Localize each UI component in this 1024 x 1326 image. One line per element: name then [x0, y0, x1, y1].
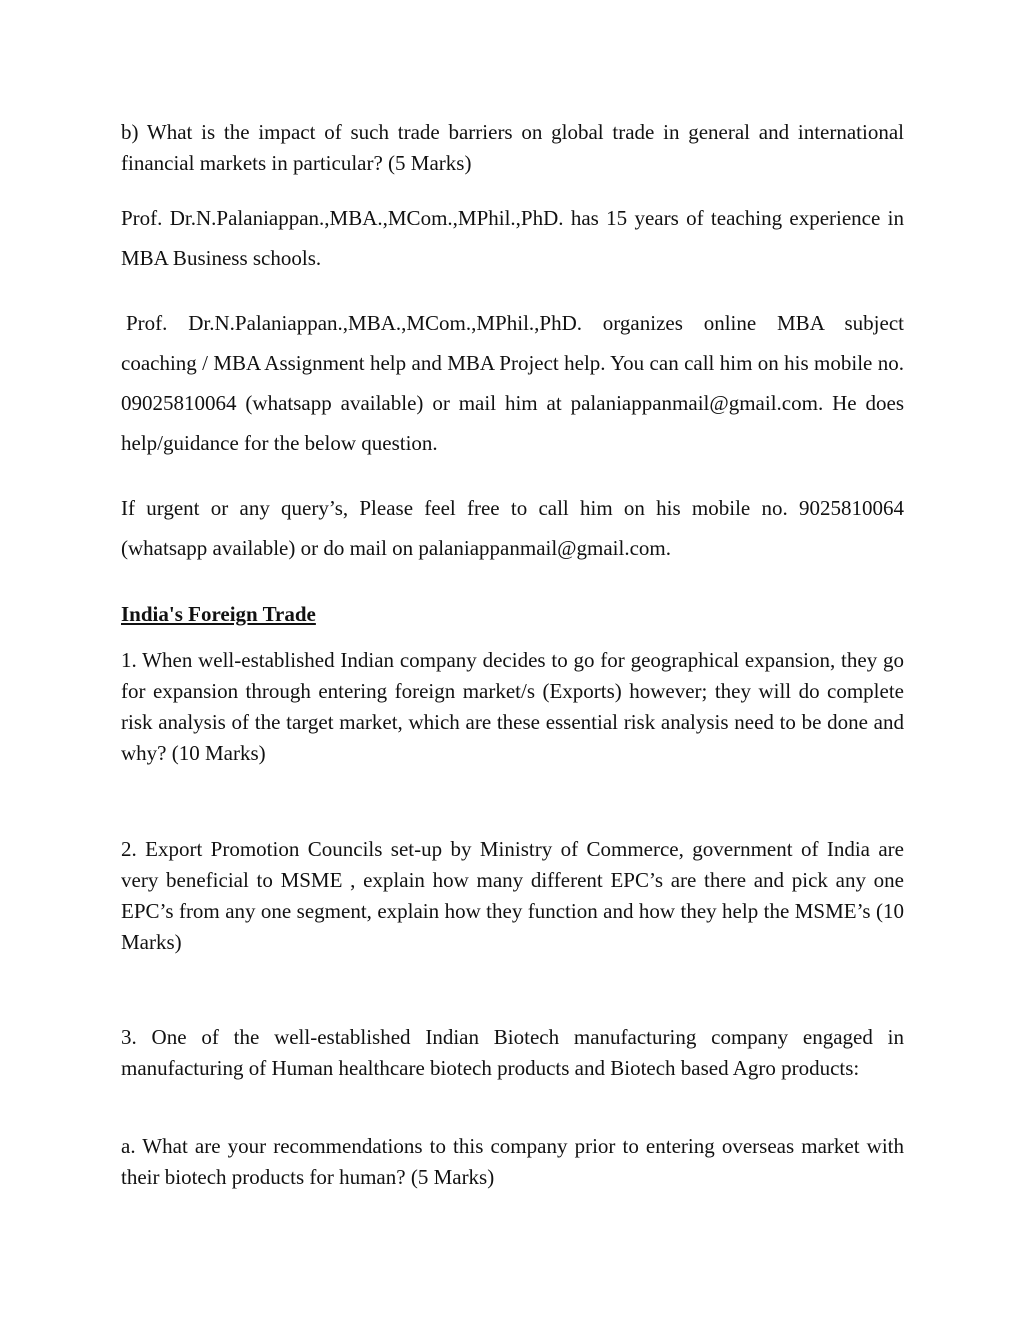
author-bio-paragraph: Prof. Dr.N.Palaniappan.,MBA.,MCom.,MPhil.,PhD. has 15 years of teaching experience in MBA Business schools. [121, 206, 904, 270]
question-3a-paragraph: a. What are your recommendations to this company prior to entering overseas market with their biotech products for human? (5 Marks) [121, 1134, 904, 1189]
question-1-paragraph: 1. When well-established Indian company decides to go for geographical expansion, they go for expansion through entering foreign market/s (Exports) however; they will do complete risk analysis of the target market, which are these essential risk analysis need to be done and why? (10 Marks) [121, 648, 904, 765]
question-b-paragraph: b) What is the impact of such trade barriers on global trade in general and international financial markets in particular? (5 Marks) [121, 120, 904, 175]
question-3-paragraph: 3. One of the well-established Indian Biotech manufacturing company engaged in manufacturing of Human healthcare biotech products and Biotech based Agro products: [121, 1025, 904, 1080]
section-heading: India's Foreign Trade [121, 602, 316, 626]
services-paragraph: Prof. Dr.N.Palaniappan.,MBA.,MCom.,MPhil.,PhD. organizes online MBA subject coaching / MBA Assignment help and MBA Project help. You can call him on his mobile no. 09025810064 (whatsapp available) or mail him at palaniappanmail@gmail.com. He does help/guidance for the below question. [121, 311, 904, 455]
urgent-contact-paragraph: If urgent or any query’s, Please feel free to call him on his mobile no. 9025810064 (whatsapp available) or do mail on palaniappanmail@gmail.com. [121, 496, 904, 560]
question-2-paragraph: 2. Export Promotion Councils set-up by Ministry of Commerce, government of India are very beneficial to MSME , explain how many different EPC’s are there and pick any one EPC’s from any one segment, explain how they function and how they help the MSME’s (10 Marks) [121, 837, 904, 954]
